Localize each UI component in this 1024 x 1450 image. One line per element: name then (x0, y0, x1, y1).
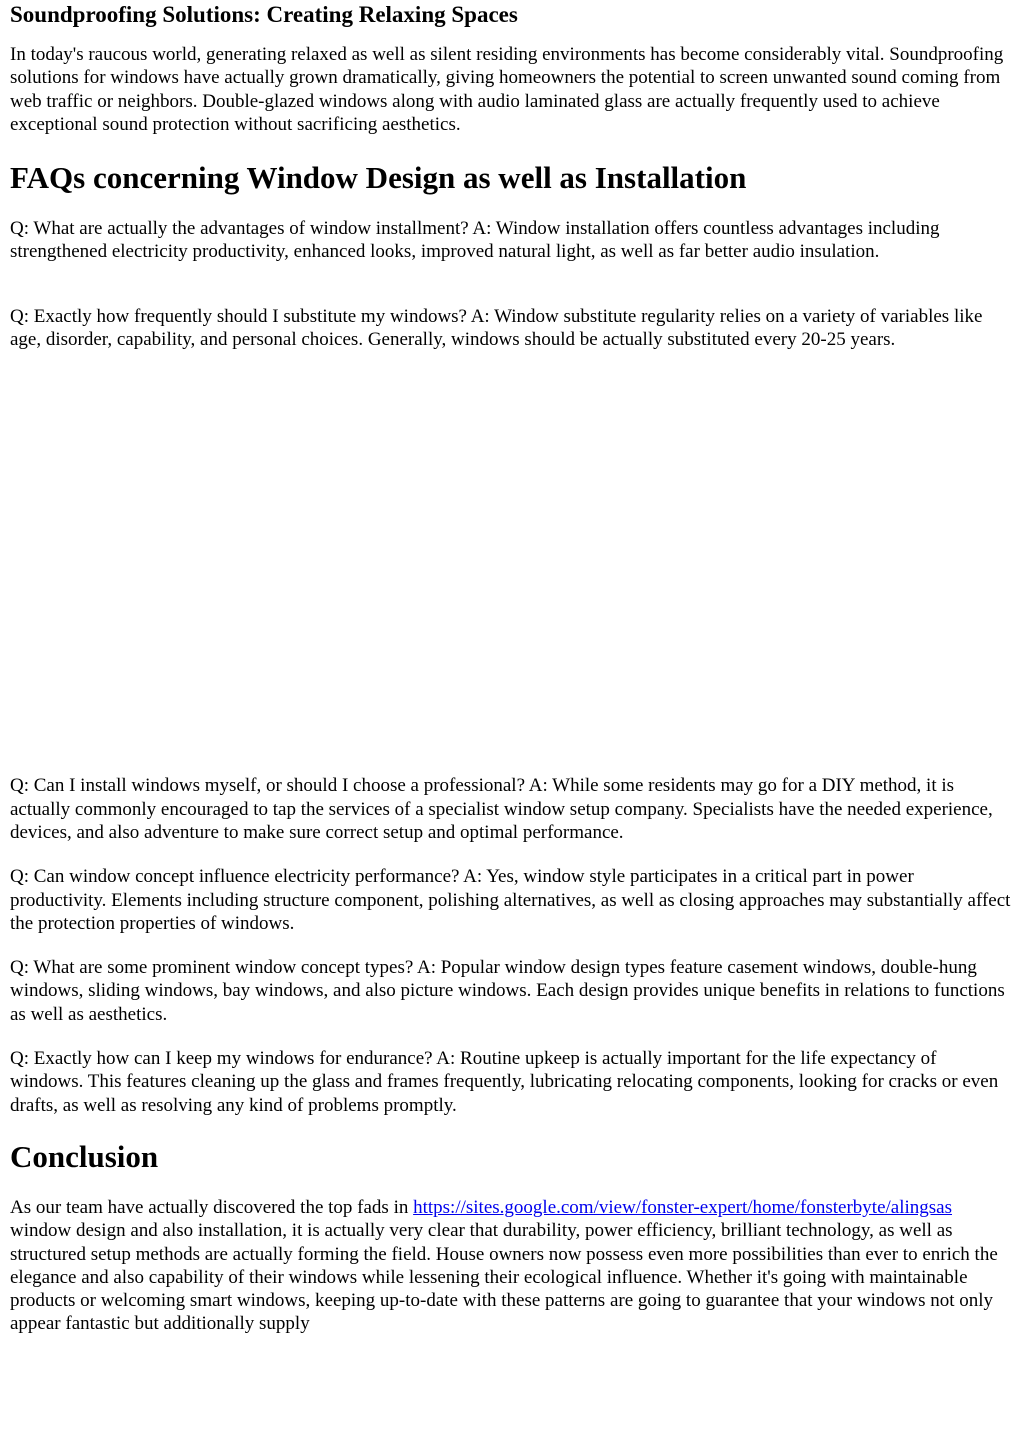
faq-item: Q: Can window concept influence electricity performance? A: Yes, window style participates in a critical part in power productivity. Elements including structure component, polishing alternatives, as well as closing approaches may substantially affect the protection properties of windows. (10, 866, 1011, 934)
faq-heading: FAQs concerning Window Design as well as Installation (10, 160, 747, 196)
conclusion-heading: Conclusion (10, 1138, 159, 1174)
intro-paragraph: In today's raucous world, generating relaxed as well as silent residing environments has become considerably vital. Soundproofing solutions for windows have actually grown dramatically, giving homeowners the potential to screen unwanted sound coming from web traffic or neighbors. Double-glazed windows along with audio laminated glass are actually frequently used to achieve exceptional sound protection without sacrificing aesthetics. (10, 44, 1004, 135)
faq-item: Q: Can I install windows myself, or should I choose a professional? A: While some residents may go for a DIY method, it is actually commonly encouraged to tap the services of a specialist window setup company. Specialists have the needed experience, devices, and also adventure to make sure correct setup and optimal performance. (10, 775, 993, 843)
conclusion-text-before: As our team have actually discovered the top fads in (10, 1196, 414, 1218)
conclusion-text-after: window design and also installation, it is actually very clear that durability, power efficiency, brilliant technology, as well as structured setup methods are actually forming the field. House owners now possess even more possibilities than ever to enrich the elegance and also capability of their windows while lessening their ecological influence. Whether it's going with maintainable products or welcoming smart windows, keeping up-to-date with these patterns are going to guarantee that your windows not only appear fantastic but additionally supply (10, 1220, 998, 1335)
page-title: Soundproofing Solutions: Creating Relaxing Spaces (10, 2, 518, 27)
faq-item: Q: What are actually the advantages of window installment? A: Window installation offers countless advantages including strengthened electricity productivity, enhanced looks, improved natural light, as well as far better audio insulation. (10, 218, 940, 263)
blank-space (10, 351, 1014, 774)
conclusion-paragraph (10, 1196, 1014, 1336)
faq-item: Q: Exactly how frequently should I substitute my windows? A: Window substitute regularity relies on a variety of variables like age, disorder, capability, and personal choices. Generally, windows should be actually substituted every 20-25 years. (10, 305, 983, 351)
alingsas-link[interactable]: https://sites.google.com/view/fonster-expert/home/fonsterbyte/alingsas (413, 1196, 952, 1218)
article (0, 2, 1024, 1336)
faq-item: Q: Exactly how can I keep my windows for endurance? A: Routine upkeep is actually important for the life expectancy of windows. This features cleaning up the glass and frames frequently, lubricating relocating components, looking for cracks or even drafts, as well as resolving any kind of problems promptly. (10, 1048, 999, 1116)
faq-item: Q: What are some prominent window concept types? A: Popular window design types feature casement windows, double-hung windows, sliding windows, bay windows, and also picture windows. Each design provides unique benefits in relations to functions as well as aesthetics. (10, 957, 1005, 1025)
